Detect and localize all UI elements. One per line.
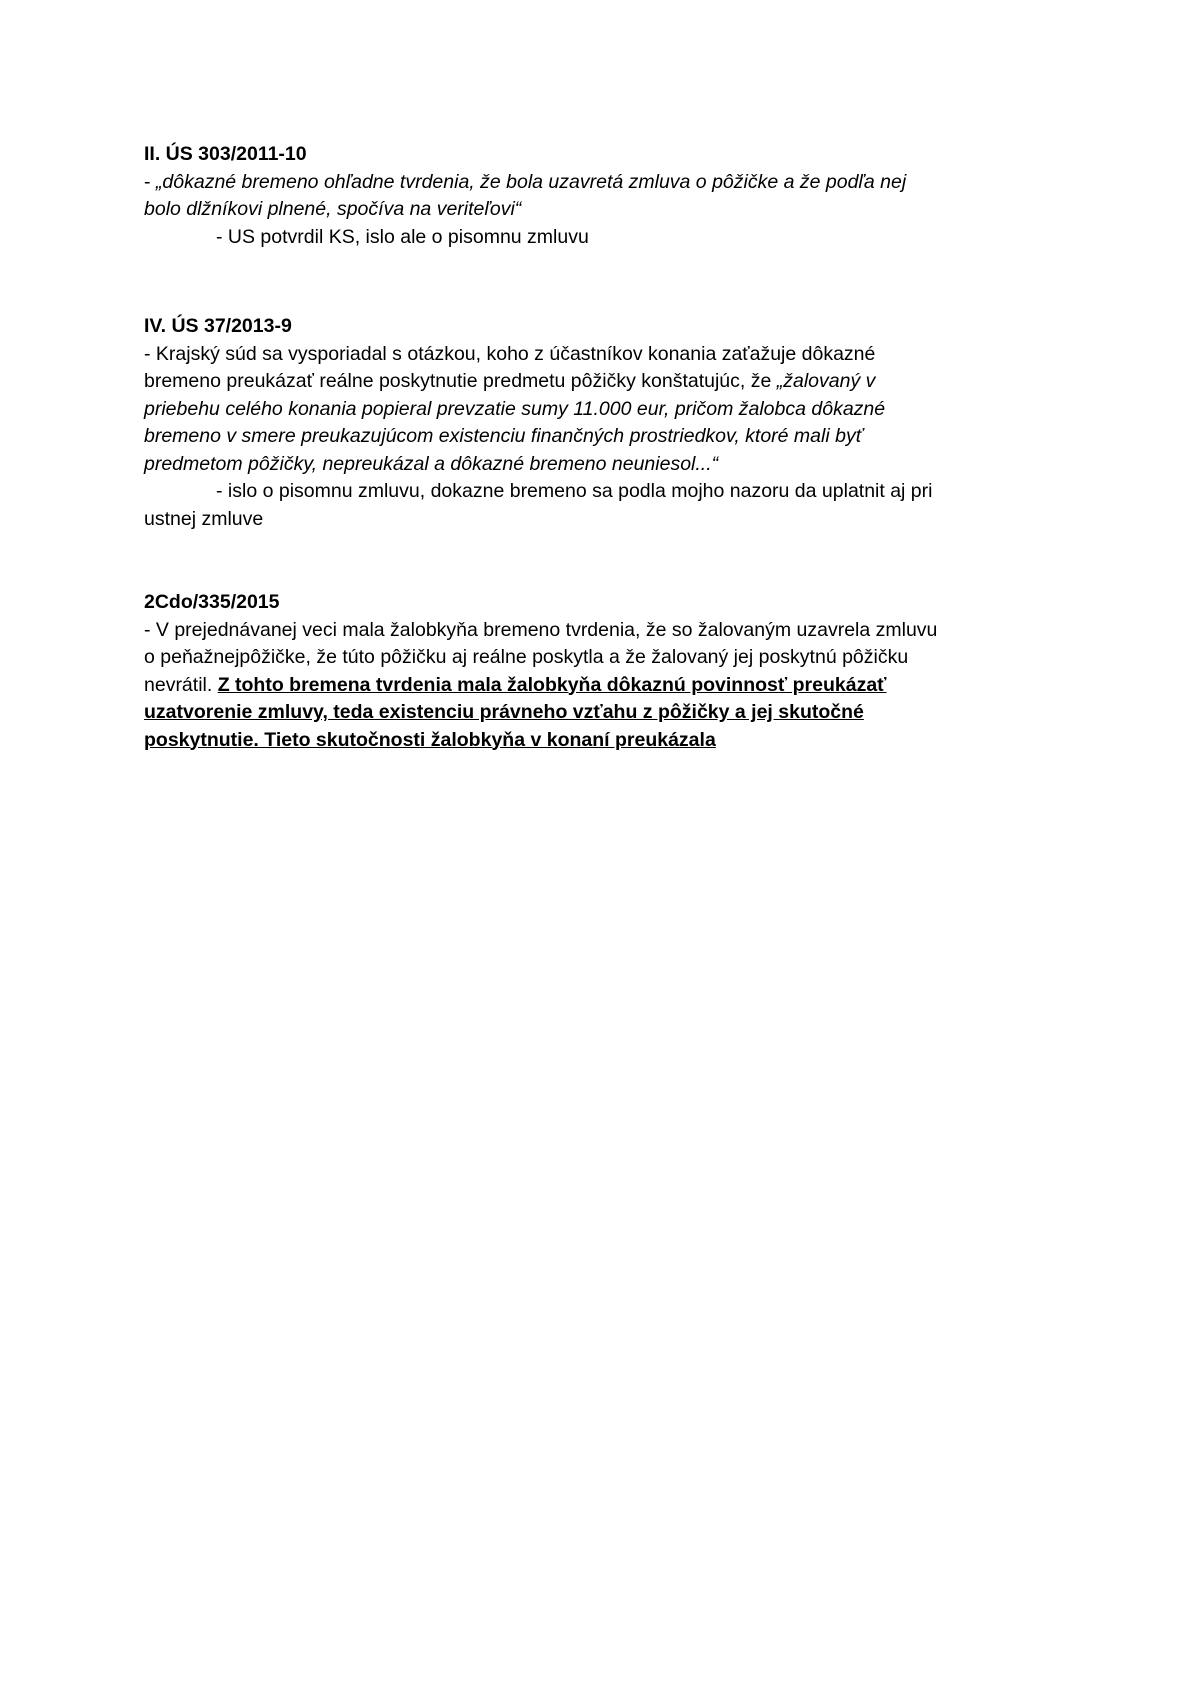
quoted-text: „žalovaný v bbox=[776, 370, 876, 392]
case-section-2 bbox=[144, 313, 1064, 533]
text-line: priebehu celého konania popieral prevzatie sumy 11.000 eur, pričom žalobca dôkazné bbox=[144, 397, 886, 420]
case-section-3 bbox=[144, 589, 1064, 754]
document-page bbox=[144, 0, 1064, 1698]
emphasized-line: poskytnutie. Tieto skutočnosti žalobkyňa v konaní preukázala bbox=[144, 728, 716, 751]
note-line: - islo o pisomnu zmluvu, dokazne bremeno sa podla mojho nazoru da uplatnit aj pri bbox=[216, 480, 933, 502]
text-line: - Krajský súd sa vysporiadal s otázkou, koho z účastníkov konania zaťažuje dôkazné bbox=[144, 342, 876, 365]
text-line bbox=[144, 672, 1064, 700]
plain-text: nevrátil. bbox=[144, 673, 218, 696]
case-heading: 2Cdo/335/2015 bbox=[144, 591, 280, 613]
text-line: predmetom pôžičky, nepreukázal a dôkazné bremeno neuniesol...“ bbox=[144, 452, 719, 475]
case-section-1 bbox=[144, 141, 1064, 251]
note-line: - US potvrdil KS, islo ale o pisomnu zmluvu bbox=[216, 225, 589, 248]
text-line bbox=[144, 169, 1064, 197]
text-line: bremeno v smere preukazujúcom existenciu finančných prostriedkov, ktoré mali byť bbox=[144, 425, 863, 447]
text-line: - V prejednávanej veci mala žalobkyňa bremeno tvrdenia, že so žalovaným uzavrela zmluvu bbox=[144, 618, 938, 641]
text-line bbox=[144, 368, 1064, 396]
emphasized-text: Z tohto bremena tvrdenia mala žalobkyňa dôkaznú povinnosť preukázať bbox=[217, 673, 887, 696]
text-line: bolo dlžníkovi plnené, spočíva na veriteľovi“ bbox=[144, 198, 522, 220]
quoted-text: „dôkazné bremeno ohľadne tvrdenia, že bola uzavretá zmluva o pôžičke a že podľa nej bbox=[155, 170, 907, 193]
case-heading: IV. ÚS 37/2013-9 bbox=[144, 315, 292, 337]
case-heading: II. ÚS 303/2011-10 bbox=[144, 143, 307, 165]
plain-text: - bbox=[144, 170, 156, 193]
text-line: o peňažnejpôžičke, že túto pôžičku aj reálne poskytla a že žalovaný jej poskytnú pôžičku bbox=[144, 646, 909, 668]
emphasized-line: uzatvorenie zmluvy, teda existenciu právneho vzťahu z pôžičky a jej skutočné bbox=[144, 701, 864, 723]
plain-text: bremeno preukázať reálne poskytnutie predmetu pôžičky konštatujúc, že bbox=[144, 370, 777, 392]
text-line: ustnej zmluve bbox=[144, 507, 264, 530]
